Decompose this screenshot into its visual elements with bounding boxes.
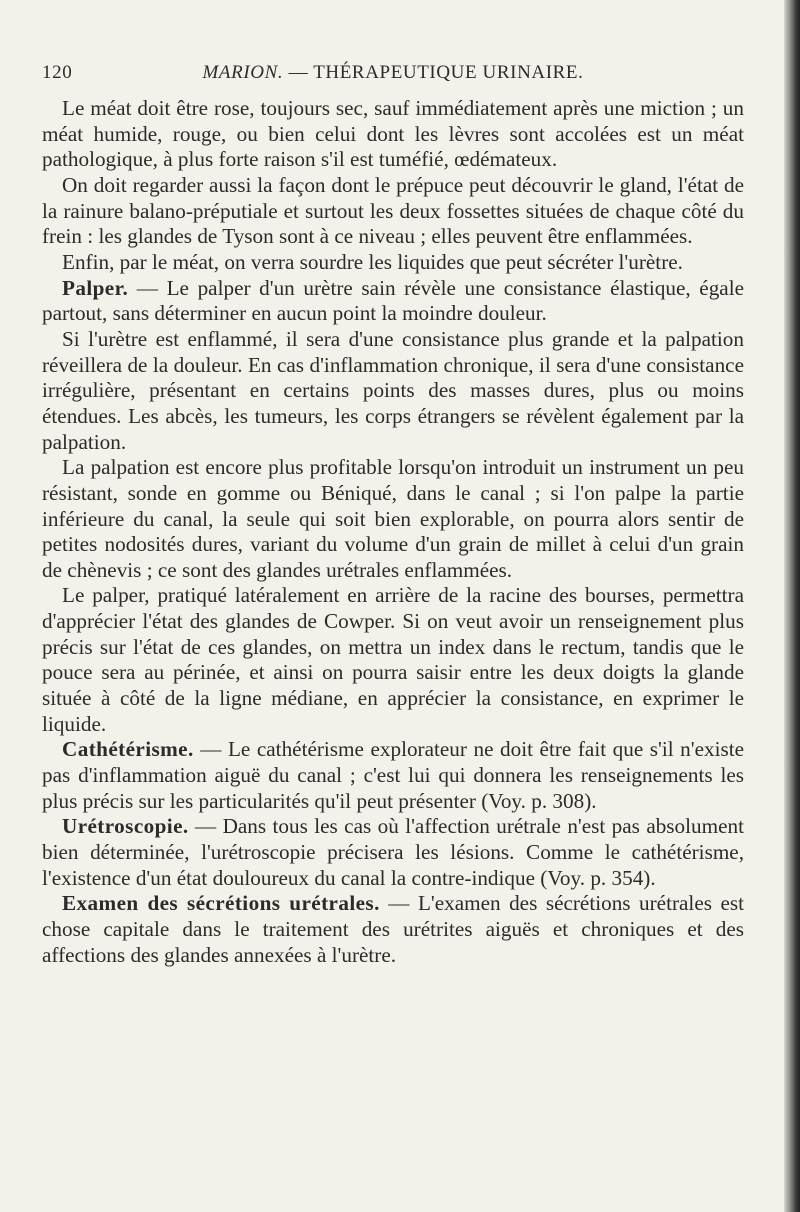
paragraph-text: — L'examen des sécrétions urétrales est chose capitale dans le traitement des urétrites aiguës et chroniques et des affections des glandes annexées à l'urètre. xyxy=(42,891,745,967)
paragraph-text: Le palper, pratiqué latéralement en arrière de la racine des bourses, permettra d'apprécier l'état des glandes de Cowper. Si on veut avoir un renseignement plus précis sur l'état de ces glandes, on mettra un index dans le rectum, tandis que le pouce sera au périnée, et ainsi on pourra saisir entre les deux doigts la glande située à côté de la ligne médiane, en apprécier la consistance, en exprimer le liquide. xyxy=(42,583,744,736)
body-text xyxy=(42,96,744,968)
paragraph xyxy=(42,173,744,250)
header-author: MARION. xyxy=(202,62,284,83)
running-header xyxy=(42,60,744,90)
header-separator: — xyxy=(288,62,309,83)
paragraph xyxy=(42,96,744,173)
running-title xyxy=(42,62,744,84)
paragraph xyxy=(42,276,744,327)
paragraph-text: Si l'urètre est enflammé, il sera d'une consistance plus grande et la palpation réveillera de la douleur. En cas d'inflammation chronique, il sera d'une consistance irrégulière, présentant en certains points des masses dures, plus ou moins étendues. Les abcès, les tumeurs, les corps étrangers se révèlent également par la palpation. xyxy=(42,326,744,454)
section-keyword: Examen des sécrétions urétrales. xyxy=(62,891,380,916)
paragraph xyxy=(42,455,744,583)
header-title: THÉRAPEUTIQUE URINAIRE. xyxy=(313,62,584,83)
paragraph-text: Le méat doit être rose, toujours sec, sauf immédiatement après une miction ; un méat humide, rouge, ou bien celui dont les lèvres sont accolées est un méat pathologique, à plus forte raison s'il est tuméfié, œdémateux. xyxy=(42,96,744,172)
paragraph xyxy=(42,737,744,814)
paragraph-text: — Le palper d'un urètre sain révèle une consistance élastique, égale partout, sans déterminer en aucun point la moindre douleur. xyxy=(42,275,744,326)
paragraph xyxy=(42,250,744,276)
paragraph xyxy=(42,583,744,737)
paragraph xyxy=(42,327,744,455)
paragraph-text: La palpation est encore plus profitable lorsqu'on introduit un instrument un peu résistant, sonde en gomme ou Béniqué, dans le canal ; si l'on palpe la partie inférieure du canal, la seule qui soit bien explorable, on pourra alors sentir de petites nodosités dures, variant du volume d'un grain de millet à celui d'un grain de chènevis ; ce sont des glandes urétrales enflammées. xyxy=(42,455,744,582)
section-keyword: Palper. xyxy=(62,275,129,300)
page-number: 120 xyxy=(42,62,73,83)
section-keyword: Cathétérisme. xyxy=(62,737,194,762)
paragraph-text: — Le cathétérisme explorateur ne doit être fait que s'il n'existe pas d'inflammation aiguë du canal ; c'est lui qui donnera les renseignements les plus précis sur les particularités qu'il peut présenter (Voy. p. 308). xyxy=(42,737,744,813)
page-binding-edge xyxy=(784,0,800,1212)
paragraph-text: — Dans tous les cas où l'affection urétrale n'est pas absolument bien déterminée, l'urétroscopie précisera les lésions. Comme le cathétérisme, l'existence d'un état douloureux du canal la contre-indique (Voy. p. 354). xyxy=(42,814,744,890)
paragraph-text: Enfin, par le méat, on verra sourdre les liquides que peut sécréter l'urètre. xyxy=(62,249,683,274)
paragraph xyxy=(42,891,744,968)
paragraph xyxy=(42,814,744,891)
section-keyword: Urétroscopie. xyxy=(62,814,189,839)
paragraph-text: On doit regarder aussi la façon dont le prépuce peut découvrir le gland, l'état de la rainure balano-préputiale et surtout les deux fossettes situées de chaque côté du frein : les glandes de Tyson sont à ce niveau ; elles peuvent être enflammées. xyxy=(42,172,744,249)
